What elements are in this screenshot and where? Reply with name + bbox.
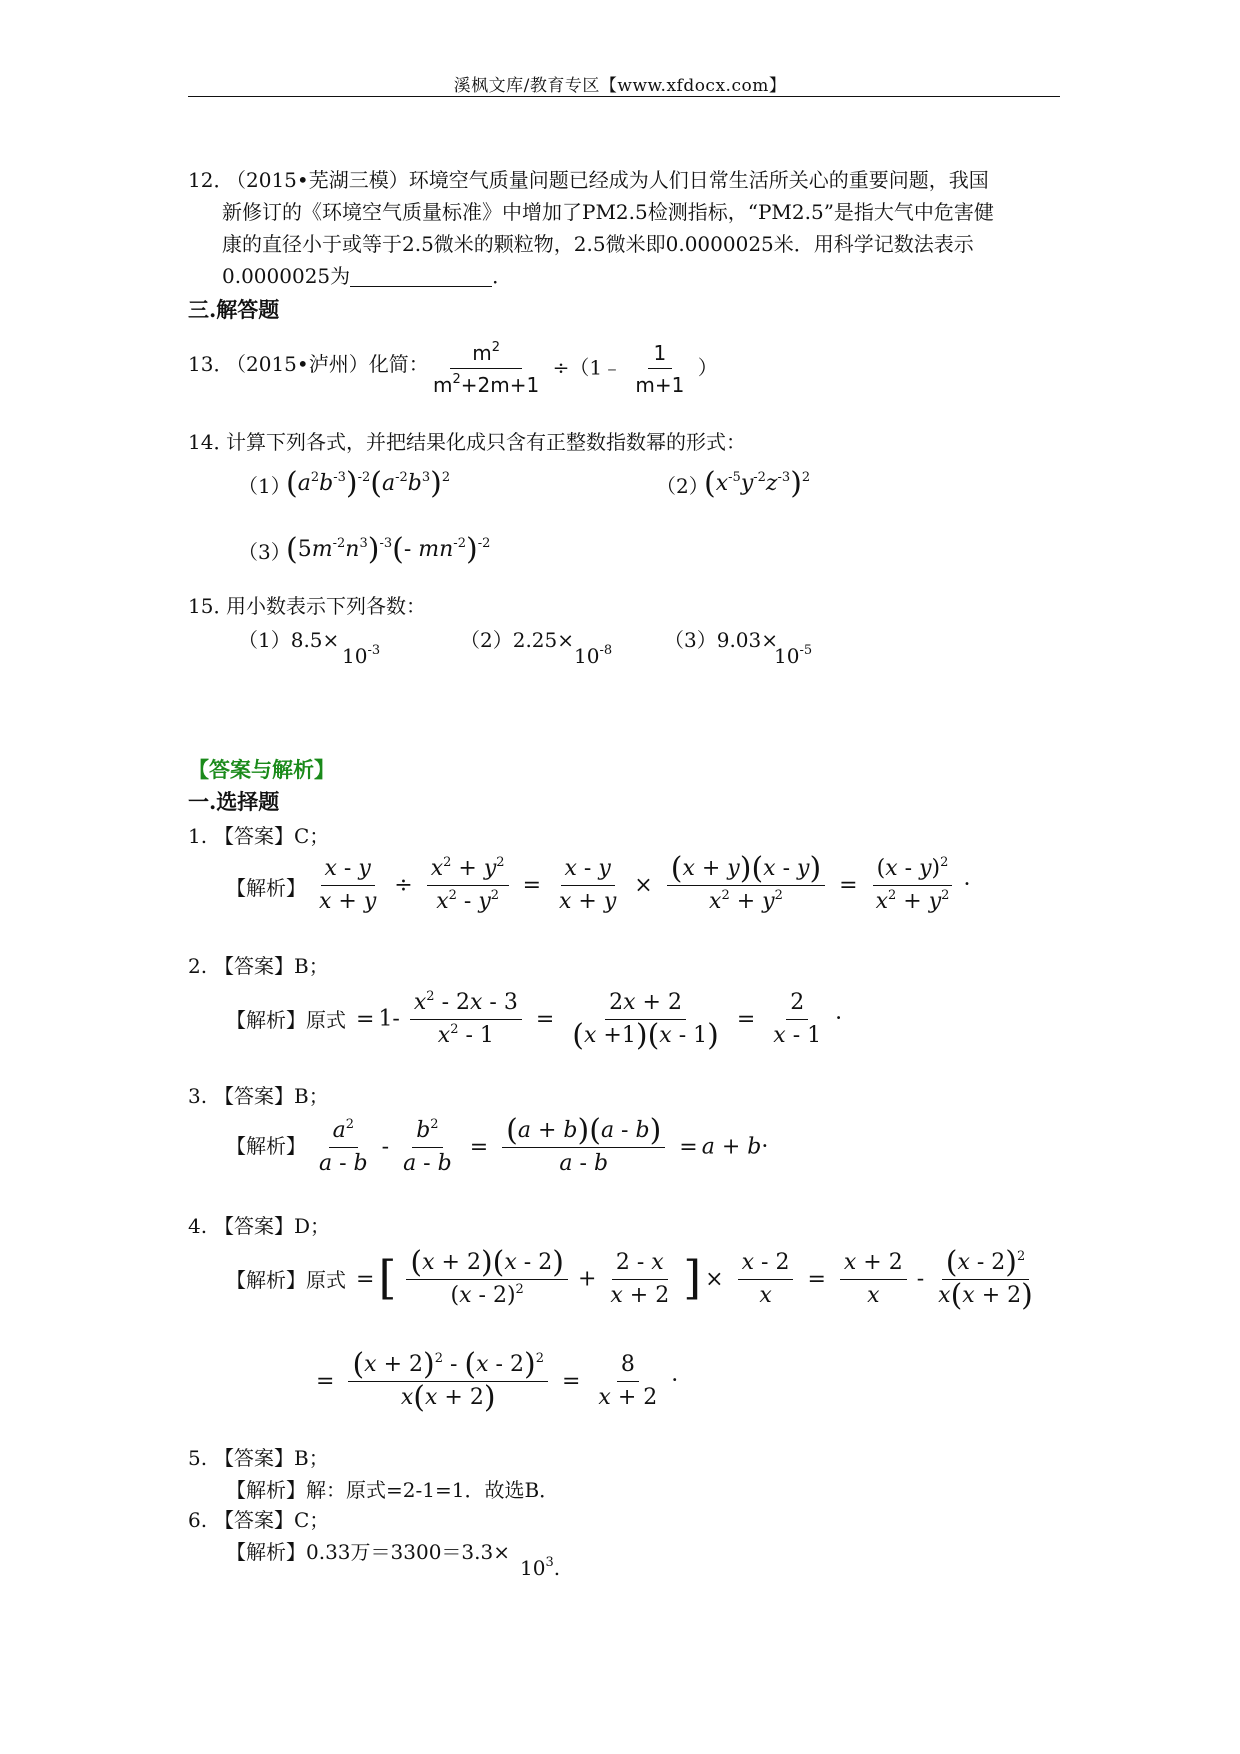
answer-6-label: 【答案】C； — [214, 1508, 330, 1532]
q15-item-2-power: $10^{-8}$ — [574, 643, 613, 668]
answers-title: 【答案与解析】 — [188, 757, 335, 782]
answer-5-number: 5. — [188, 1446, 208, 1470]
answer-2-expression: = 1- $\frac{x^2 - 2x - 3}{x^2 - 1}$ = $\frac{2x + 2}{(x +1)(x - 1)}$ = $\frac{2}{x - 1}$ · — [356, 989, 843, 1053]
page-header: 溪枫文库/教育专区【www.xfdocx.com】 — [453, 76, 787, 96]
q13-number: 13． — [188, 352, 234, 376]
answer-1-expression: $\frac{x - y}{x + y}$ ÷ $\frac{x^2 + y^2}{x^2 - y^2}$ = $\frac{x - y}{x + y}$ × $\frac{(x + y)(x - y)}{x^2 + y^2}$ = $\frac{(x - y)^2}{x^2 + y^2}$ · — [319, 851, 971, 914]
header-rule — [188, 96, 1060, 97]
q14-part-3-expr: $(5m^{-2}n^3)^{-3}(-$ $mn^{-2})^{-2}$ — [286, 532, 491, 567]
q14-part-1-expr: $(a^2b^{-3})^{-2}(a^{-2}b^3)^2$ — [286, 466, 451, 501]
q12-line-4-end: ． — [492, 264, 513, 288]
q12-line-4 — [222, 262, 512, 290]
q13-fraction-2: $\frac{1}{m+1}$ — [635, 341, 685, 397]
q15-item-2-label: （2）2.25× — [460, 628, 575, 652]
answer-3-number: 3. — [188, 1084, 208, 1108]
answer-2-explain-label: 【解析】原式 — [226, 1008, 346, 1032]
q13-fraction-1: $\frac{m^2}{m^2+2m+1}$ — [433, 340, 540, 397]
answer-2-label: 【答案】B； — [214, 954, 329, 978]
q12-line-1: （2015•芜湖三模）环境空气质量问题已经成为人们日常生活所关心的重要问题，我国 — [226, 168, 989, 192]
answer-3-expression: $\frac{a^2}{a - b}$ - $\frac{b^2}{a - b}$ = $\frac{(a + b)(a - b)}{a - b}$ = a + b· — [319, 1113, 769, 1176]
answer-6-power: $10^3$. — [520, 1555, 561, 1580]
q13-div-text: ÷（1﹣ — [552, 355, 623, 380]
q12-line-3: 康的直径小于或等于2.5微米的颗粒物，2.5微米即0.0000025米．用科学记数法表示 — [222, 232, 974, 256]
q14-part-2-expr: $(x^{-5}y^{-2}z^{-3})^2$ — [704, 466, 811, 501]
answer-6-number: 6. — [188, 1508, 208, 1532]
answer-5-label: 【答案】B； — [214, 1446, 329, 1470]
q14-number: 14． — [188, 430, 234, 454]
answer-5-explain: 【解析】解：原式=2-1=1．故选B． — [226, 1478, 560, 1502]
answer-3-explain-label: 【解析】 — [226, 1134, 306, 1158]
q12-number: 12． — [188, 168, 234, 192]
q12-answer-blank[interactable] — [350, 266, 492, 287]
q13-text: （2015•泸州）化简： — [226, 352, 429, 376]
q13-expression — [426, 340, 718, 398]
answer-3-label: 【答案】B； — [214, 1084, 329, 1108]
answer-6-explain: 【解析】0.33万＝3300＝3.3× — [226, 1540, 510, 1564]
answer-4-label: 【答案】D； — [214, 1214, 331, 1238]
answer-4-expression-line-2: = $\frac{(x + 2)^2 - (x - 2)^2}{x(x + 2)}$ = $\frac{8}{x + 2}$ · — [316, 1347, 679, 1415]
q14-part-1-label: （1） — [238, 474, 291, 498]
q12-line-4-text: 0.0000025为 — [222, 264, 351, 288]
answer-1-explain-label: 【解析】 — [226, 876, 306, 900]
answers-section-1: 一.选择题 — [188, 789, 280, 814]
q13-close: ） — [697, 355, 718, 380]
answer-4-number: 4. — [188, 1214, 208, 1238]
q14-text: 计算下列各式，并把结果化成只含有正整数指数幂的形式： — [226, 430, 746, 454]
answer-2-number: 2. — [188, 954, 208, 978]
q14-part-3-label: （3） — [238, 540, 291, 564]
q15-item-1-power: $10^{-3}$ — [342, 643, 381, 668]
q15-item-3-label: （3）9.03× — [664, 628, 779, 652]
q15-item-3-power: $10^{-5}$ — [774, 643, 813, 668]
q14-part-2-label: （2） — [656, 474, 709, 498]
answer-4-expression-line-1: =[ $\frac{(x + 2)(x - 2)}{(x - 2)^2}$ + $\frac{2 - x}{x + 2}$ ] × $\frac{x - 2}{x}$ = $\frac{x + 2}{x}$ - $\frac{(x - 2)^2}{x(x + 2)}$ — [356, 1245, 1033, 1313]
q12-line-2: 新修订的《环境空气质量标准》中增加了PM2.5检测指标，“PM2.5”是指大气中危害健 — [222, 200, 994, 224]
answer-1-number: 1. — [188, 824, 208, 848]
answer-4-explain-label: 【解析】原式 — [226, 1268, 346, 1292]
q15-item-1-label: （1）8.5× — [238, 628, 340, 652]
q15-text: 用小数表示下列各数： — [226, 594, 426, 618]
section-3-title: 三.解答题 — [188, 297, 280, 322]
q15-number: 15． — [188, 594, 234, 618]
answer-1-label: 【答案】C； — [214, 824, 330, 848]
